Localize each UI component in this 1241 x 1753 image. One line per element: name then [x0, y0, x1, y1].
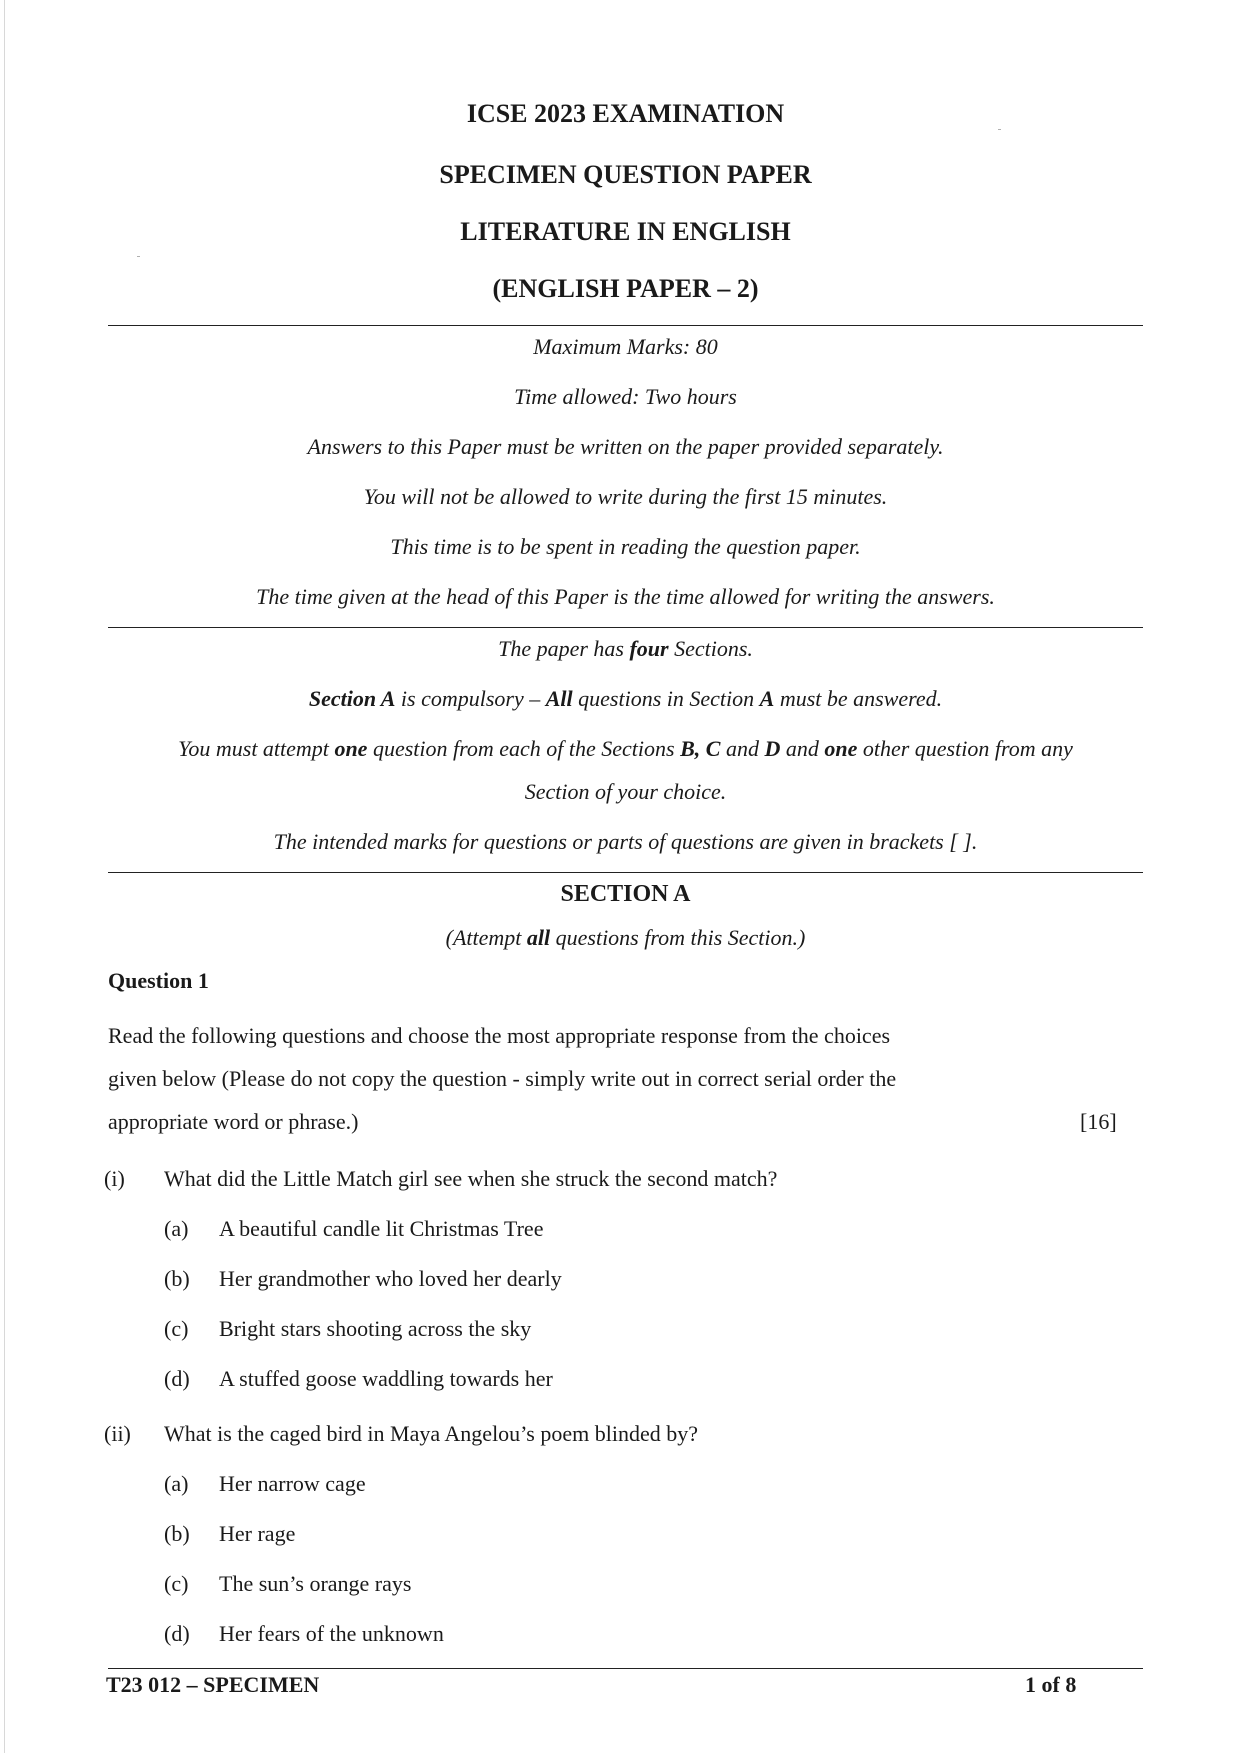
exam-title: ICSE 2023 EXAMINATION [466, 99, 785, 128]
sections-count: The paper has four Sections. [498, 636, 753, 661]
max-marks: Maximum Marks: 80 [533, 334, 718, 359]
item-question: What did the Little Match girl see when she struck the second match? [164, 1166, 778, 1191]
option-text: Her rage [219, 1521, 296, 1546]
time-allowed: Time allowed: Two hours [514, 384, 737, 409]
option-text: Her fears of the unknown [219, 1621, 444, 1646]
attempt-instruction-cont: Section of your choice. [524, 779, 727, 804]
instruction-line: This time is to be spent in reading the question paper. [390, 534, 861, 559]
item-number: (ii) [104, 1421, 131, 1446]
scan-speck [137, 256, 140, 257]
instruction-line: The time given at the head of this Paper is the time allowed for writing the answers. [256, 584, 995, 609]
option-label: (a) [164, 1471, 189, 1496]
scan-speck [998, 129, 1001, 130]
marks-instruction: The intended marks for questions or parts of questions are given in brackets [ ]. [273, 829, 978, 854]
paper-number: (ENGLISH PAPER – 2) [492, 274, 759, 303]
question-marks: [16] [1080, 1109, 1117, 1134]
subject-title: LITERATURE IN ENGLISH [460, 217, 791, 246]
question-intro: Read the following questions and choose the most appropriate response from the choices [108, 1023, 891, 1048]
page-number: 1 of 8 [1025, 1672, 1077, 1697]
section-a-compulsory: Section A is compulsory – All questions in Section A must be answered. [308, 686, 943, 711]
instruction-line: Answers to this Paper must be written on the paper provided separately. [307, 434, 944, 459]
option-label: (a) [164, 1216, 189, 1241]
instruction-line: You will not be allowed to write during the first 15 minutes. [363, 484, 888, 509]
attempt-instruction: You must attempt one question from each of the Sections B, C and D and one other question from any [178, 736, 1073, 761]
option-text: Her grandmother who loved her dearly [219, 1266, 562, 1291]
option-label: (c) [164, 1571, 189, 1596]
option-label: (d) [164, 1621, 190, 1646]
option-text: The sun’s orange rays [219, 1571, 412, 1596]
option-label: (b) [164, 1266, 190, 1291]
option-label: (c) [164, 1316, 189, 1341]
footer-divider [108, 1668, 1143, 1669]
section-a-subtitle: (Attempt all questions from this Section.) [445, 925, 806, 950]
option-label: (d) [164, 1366, 190, 1391]
section-a-title: SECTION A [560, 881, 691, 907]
item-number: (i) [104, 1166, 125, 1191]
page-edge [4, 0, 5, 1753]
paper-code: T23 012 – SPECIMEN [106, 1672, 320, 1697]
question-intro: given below (Please do not copy the question - simply write out in correct serial order the [108, 1066, 897, 1091]
option-label: (b) [164, 1521, 190, 1546]
divider [108, 872, 1143, 873]
question-heading: Question 1 [108, 968, 209, 993]
paper-type: SPECIMEN QUESTION PAPER [439, 160, 812, 189]
option-text: A beautiful candle lit Christmas Tree [219, 1216, 544, 1241]
divider [108, 325, 1143, 326]
question-intro: appropriate word or phrase.) [108, 1109, 359, 1134]
option-text: Her narrow cage [219, 1471, 366, 1496]
item-question: What is the caged bird in Maya Angelou’s poem blinded by? [164, 1421, 698, 1446]
option-text: Bright stars shooting across the sky [219, 1316, 532, 1341]
divider [108, 627, 1143, 628]
option-text: A stuffed goose waddling towards her [219, 1366, 553, 1391]
